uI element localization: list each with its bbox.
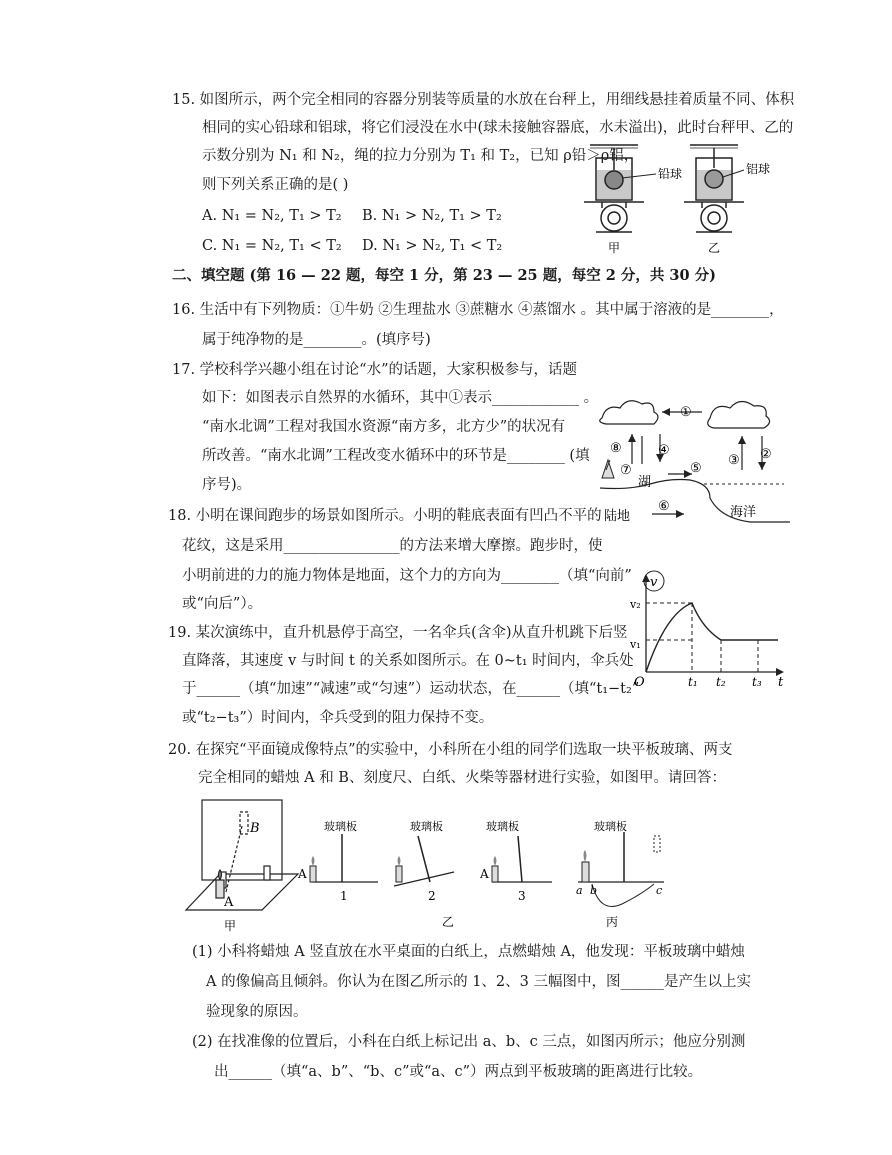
q17-line-2: 如下：如图表示自然界的水循环，其中①表示____________ 。: [202, 390, 599, 406]
label-6: ⑥: [658, 499, 670, 514]
q20-part2-line-1: (2) 在找准像的位置后，小科在白纸上标记出 a、b、c 三点，如图丙所示；他应分别测: [192, 1034, 746, 1050]
v2-label: v₂: [630, 598, 641, 611]
label-1: ①: [680, 405, 692, 420]
q15-line-4: 则下列关系正确的是( ): [202, 177, 349, 193]
section-2-heading: 二、填空题 (第 16 — 22 题，每空 1 分，第 23 — 25 题，每空 2 分，共 30 分): [172, 267, 717, 284]
scale-yi-label: 乙: [708, 241, 721, 255]
q20-part2-line-2: 出______（填“a、b”、“b、c”或“a、c”）两点到平板玻璃的距离进行比较。: [214, 1064, 703, 1080]
q17-line-1: 17. 学校科学兴趣小组在讨论“水”的话题，大家积极参与，话题: [172, 362, 577, 378]
candle-a-label: A: [224, 895, 234, 910]
fig-jia-label: 甲: [224, 919, 237, 933]
fig-3-a-label: A: [480, 867, 489, 881]
axis-v-label: v: [650, 575, 658, 590]
q15-option-c: C. N₁ = N₂, T₁ < T₂: [202, 238, 342, 254]
origin-label: O: [634, 675, 645, 690]
q17-line-5: 序号)。: [202, 477, 252, 493]
glass-label-1: 玻璃板: [324, 820, 357, 833]
lake-label: 湖: [638, 475, 652, 490]
q18-line-2: 花纹，这是采用________________的方法来增大摩擦。跑步时，使: [182, 538, 603, 554]
label-4: ④: [658, 443, 670, 458]
axis-t-label: t: [778, 675, 784, 690]
q17-line-4: 所改善。“南水北调”工程改变水循环中的环节是________ (填: [202, 448, 590, 464]
label-5: ⑤: [690, 461, 702, 476]
q19-line-4: 或“t₂−t₃”）时间内，伞兵受到的阻力保持不变。: [182, 710, 494, 726]
point-a-label: a: [576, 884, 583, 897]
glass-label-2: 玻璃板: [410, 820, 443, 833]
q19-line-2: 直降落，其速度 v 与时间 t 的关系如图所示。在 0~t₁ 时间内，伞兵处: [182, 653, 634, 669]
q19-line-3: 于______（填“加速”“减速”或“匀速”）运动状态，在______（填“t₁−t₂”: [182, 681, 640, 697]
q20-mirror-figure: [182, 796, 682, 940]
label-2: ②: [760, 447, 772, 462]
fig-3-label: 3: [518, 889, 526, 903]
lead-ball-label: 铅球: [658, 167, 683, 181]
q19-line-1: 19. 某次演练中，直升机悬停于高空，一名伞兵(含伞)从直升机跳下后竖: [168, 625, 628, 641]
scale-jia: [584, 145, 644, 232]
scale-yi: [684, 145, 744, 232]
label-3: ③: [728, 453, 740, 468]
q19-velocity-graph: [628, 568, 788, 690]
ocean-label: 海洋: [730, 505, 757, 520]
fig-1-a-label: A: [298, 867, 307, 881]
scale-jia-label: 甲: [608, 241, 621, 255]
q15-option-d: D. N₁ > N₂, T₁ < T₂: [362, 238, 503, 254]
point-b-label: b: [590, 884, 598, 897]
v1-label: v₁: [630, 638, 641, 651]
q15-option-a: A. N₁ = N₂, T₁ > T₂: [202, 208, 342, 224]
q15-line-1: 15. 如图所示，两个完全相同的容器分别装等质量的水放在台秤上，用细线悬挂着质量不同、体积: [172, 92, 795, 108]
glass-label-3: 玻璃板: [486, 820, 519, 833]
q15-scales-figure: [580, 140, 780, 260]
q18-line-4: 或“向后”）。: [182, 596, 263, 612]
t2-label: t₂: [716, 675, 726, 689]
q20-line-2: 完全相同的蜡烛 A 和 B、刻度尺、白纸、火柴等器材进行实验，如图甲。请回答：: [198, 770, 726, 786]
candle-b-label: B: [250, 821, 260, 836]
point-c-label: c: [656, 884, 663, 897]
q18-line-3: 小明前进的力的施力物体是地面，这个力的方向为________（填“向前”: [182, 568, 632, 584]
glass-label-bing: 玻璃板: [594, 820, 627, 833]
q20-line-1: 20. 在探究“平面镜成像特点”的实验中，小科所在小组的同学们选取一块平板玻璃、两支: [168, 742, 733, 758]
fig-jia: [186, 800, 298, 910]
fig-yi-label: 乙: [442, 915, 455, 929]
q17-water-cycle-figure: [592, 396, 792, 528]
q20-part1-line-3: 验现象的原因。: [206, 1004, 308, 1020]
label-7: ⑦: [620, 463, 632, 478]
t3-label: t₃: [752, 675, 762, 689]
fig-1-label: 1: [340, 889, 348, 903]
q17-line-3: “南水北调”工程对我国水资源“南方多，北方少”的状况有: [202, 419, 566, 435]
al-ball-label: 铝球: [746, 162, 771, 176]
q15-line-3: 示数分别为 N₁ 和 N₂，绳的拉力分别为 T₁ 和 T₂，已知 ρ铅＞ρ铝，: [202, 148, 639, 164]
q20-part1-line-1: (1) 小科将蜡烛 A 竖直放在水平桌面的白纸上，点燃蜡烛 A，他发现：平板玻璃中蜡烛: [192, 944, 745, 960]
t1-label: t₁: [688, 675, 698, 689]
land-label: 陆地: [604, 509, 631, 524]
q15-option-b: B. N₁ > N₂, T₁ > T₂: [362, 208, 502, 224]
q15-line-2: 相同的实心铅球和铝球，将它们浸没在水中(球未接触容器底，水未溢出)，此时台秤甲、乙的: [202, 120, 794, 136]
q16-line-2: 属于纯净物的是________。(填序号): [202, 332, 431, 348]
fig-bing-label: 丙: [606, 915, 619, 929]
q18-line-1: 18. 小明在课间跑步的场景如图所示。小明的鞋底表面有凹凸不平的: [168, 508, 602, 524]
label-8: ⑧: [610, 441, 622, 456]
fig-2-label: 2: [428, 889, 436, 903]
q20-part1-line-2: A 的像偏高且倾斜。你认为在图乙所示的 1、2、3 三幅图中，图______是产生以上实: [206, 974, 751, 990]
q16-line-1: 16. 生活中有下列物质：①牛奶 ②生理盐水 ③蔗糖水 ④蒸馏水 。其中属于溶液的是________，: [172, 302, 784, 318]
